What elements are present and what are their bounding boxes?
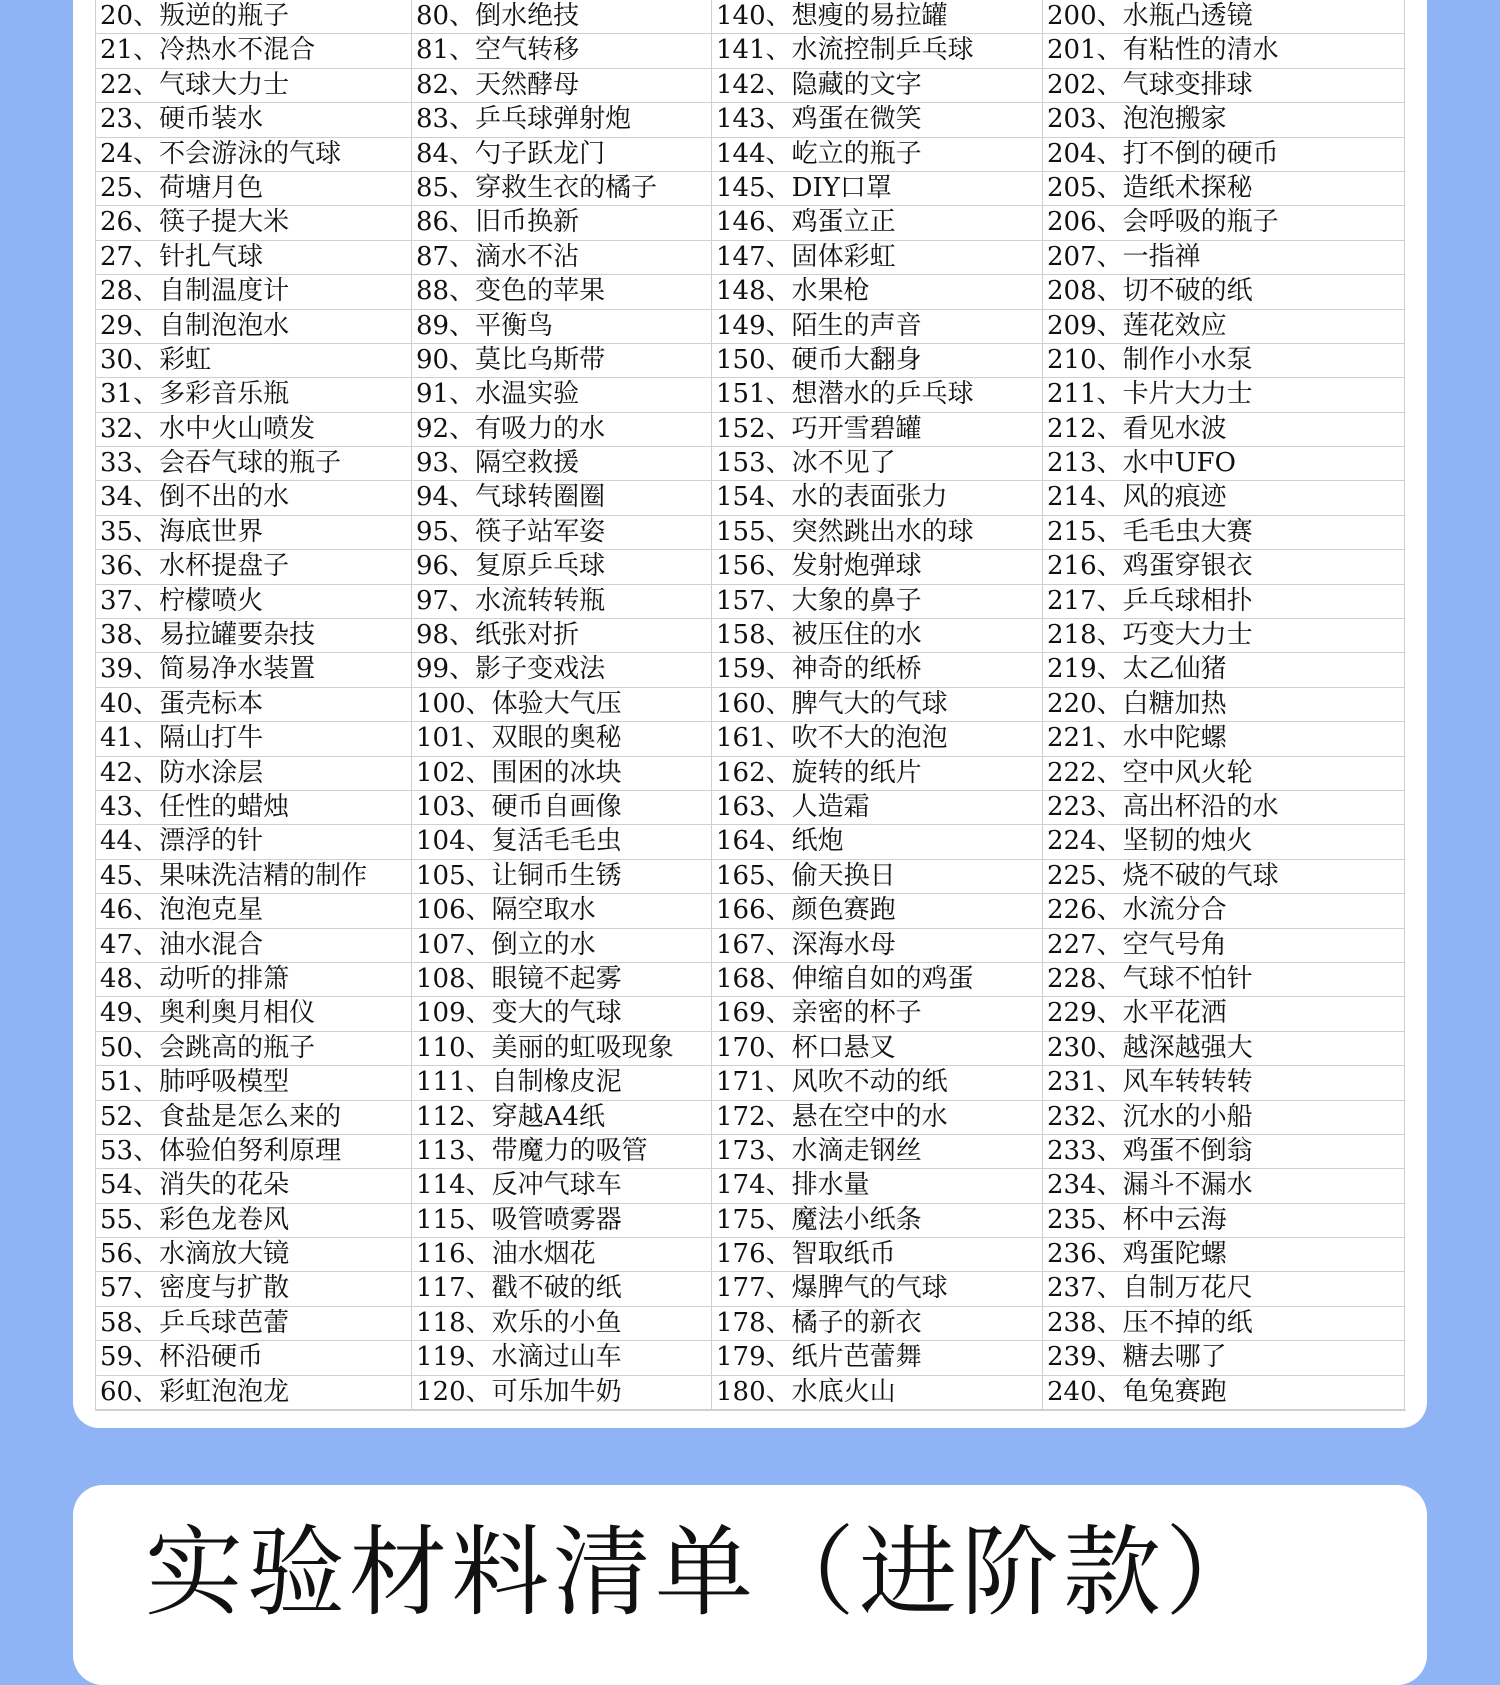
table-cell: 227、空气号角	[1043, 929, 1405, 963]
materials-title: 实验材料清单（进阶款）	[145, 1516, 1268, 1630]
table-cell: 225、烧不破的气球	[1043, 860, 1405, 894]
table-cell: 208、切不破的纸	[1043, 275, 1405, 309]
table-cell: 229、水平花洒	[1043, 997, 1405, 1031]
table-cell: 167、深海水母	[712, 929, 1043, 963]
table-cell: 222、空中风火轮	[1043, 757, 1405, 791]
table-cell: 238、压不掉的纸	[1043, 1307, 1405, 1341]
table-cell: 228、气球不怕针	[1043, 963, 1405, 997]
table-cell: 43、任性的蜡烛	[96, 791, 412, 825]
table-cell: 53、体验伯努利原理	[96, 1135, 412, 1169]
table-cell: 172、悬在空中的水	[712, 1101, 1043, 1135]
table-cell: 144、屹立的瓶子	[712, 138, 1043, 172]
table-cell: 33、会吞气球的瓶子	[96, 447, 412, 481]
table-cell: 87、滴水不沾	[412, 241, 712, 275]
table-cell: 200、水瓶凸透镜	[1043, 0, 1405, 34]
table-cell: 40、蛋壳标本	[96, 688, 412, 722]
table-cell: 104、复活毛毛虫	[412, 825, 712, 859]
table-cell: 35、海底世界	[96, 516, 412, 550]
table-cell: 98、纸张对折	[412, 619, 712, 653]
table-cell: 213、水中UFO	[1043, 447, 1405, 481]
table-cell: 82、天然酵母	[412, 69, 712, 103]
table-cell: 47、油水混合	[96, 929, 412, 963]
table-cell: 221、水中陀螺	[1043, 722, 1405, 756]
table-cell: 99、影子变戏法	[412, 653, 712, 687]
table-cell: 215、毛毛虫大赛	[1043, 516, 1405, 550]
table-cell: 171、风吹不动的纸	[712, 1066, 1043, 1100]
table-cell: 106、隔空取水	[412, 894, 712, 928]
table-cell: 36、水杯提盘子	[96, 550, 412, 584]
table-cell: 170、杯口悬叉	[712, 1032, 1043, 1066]
table-cell: 155、突然跳出水的球	[712, 516, 1043, 550]
table-cell: 85、穿救生衣的橘子	[412, 172, 712, 206]
table-cell: 165、偷天换日	[712, 860, 1043, 894]
table-cell: 235、杯中云海	[1043, 1204, 1405, 1238]
table-cell: 29、自制泡泡水	[96, 310, 412, 344]
table-cell: 158、被压住的水	[712, 619, 1043, 653]
table-cell: 86、旧币换新	[412, 206, 712, 240]
table-cell: 103、硬币自画像	[412, 791, 712, 825]
table-cell: 233、鸡蛋不倒翁	[1043, 1135, 1405, 1169]
table-cell: 83、乒乓球弹射炮	[412, 103, 712, 137]
table-cell: 146、鸡蛋立正	[712, 206, 1043, 240]
table-cell: 116、油水烟花	[412, 1238, 712, 1272]
table-cell: 202、气球变排球	[1043, 69, 1405, 103]
table-cell: 38、易拉罐要杂技	[96, 619, 412, 653]
table-cell: 230、越深越强大	[1043, 1032, 1405, 1066]
table-cell: 173、水滴走钢丝	[712, 1135, 1043, 1169]
table-cell: 46、泡泡克星	[96, 894, 412, 928]
table-cell: 54、消失的花朵	[96, 1169, 412, 1203]
table-cell: 108、眼镜不起雾	[412, 963, 712, 997]
table-cell: 236、鸡蛋陀螺	[1043, 1238, 1405, 1272]
table-cell: 58、乒乓球芭蕾	[96, 1307, 412, 1341]
table-cell: 92、有吸力的水	[412, 413, 712, 447]
table-cell: 163、人造霜	[712, 791, 1043, 825]
table-cell: 111、自制橡皮泥	[412, 1066, 712, 1100]
table-cell: 60、彩虹泡泡龙	[96, 1376, 412, 1410]
table-cell: 30、彩虹	[96, 344, 412, 378]
table-cell: 37、柠檬喷火	[96, 585, 412, 619]
table-cell: 157、大象的鼻子	[712, 585, 1043, 619]
table-cell: 22、气球大力士	[96, 69, 412, 103]
table-cell: 209、莲花效应	[1043, 310, 1405, 344]
table-cell: 214、风的痕迹	[1043, 481, 1405, 515]
table-cell: 56、水滴放大镜	[96, 1238, 412, 1272]
table-cell: 207、一指禅	[1043, 241, 1405, 275]
table-cell: 96、复原乒乓球	[412, 550, 712, 584]
table-cell: 232、沉水的小船	[1043, 1101, 1405, 1135]
table-cell: 149、陌生的声音	[712, 310, 1043, 344]
table-cell: 176、智取纸币	[712, 1238, 1043, 1272]
table-cell: 49、奥利奥月相仪	[96, 997, 412, 1031]
table-cell: 145、DIY口罩	[712, 172, 1043, 206]
table-cell: 102、围困的冰块	[412, 757, 712, 791]
table-cell: 205、造纸术探秘	[1043, 172, 1405, 206]
table-cell: 31、多彩音乐瓶	[96, 378, 412, 412]
table-cell: 148、水果枪	[712, 275, 1043, 309]
table-cell: 231、风车转转转	[1043, 1066, 1405, 1100]
table-cell: 142、隐藏的文字	[712, 69, 1043, 103]
table-cell: 224、坚韧的烛火	[1043, 825, 1405, 859]
table-cell: 41、隔山打牛	[96, 722, 412, 756]
table-cell: 88、变色的苹果	[412, 275, 712, 309]
table-cell: 51、肺呼吸模型	[96, 1066, 412, 1100]
table-cell: 206、会呼吸的瓶子	[1043, 206, 1405, 240]
table-cell: 175、魔法小纸条	[712, 1204, 1043, 1238]
table-cell: 210、制作小水泵	[1043, 344, 1405, 378]
table-cell: 113、带魔力的吸管	[412, 1135, 712, 1169]
table-cell: 105、让铜币生锈	[412, 860, 712, 894]
table-cell: 211、卡片大力士	[1043, 378, 1405, 412]
table-cell: 154、水的表面张力	[712, 481, 1043, 515]
experiment-table	[95, 0, 1406, 1411]
table-cell: 179、纸片芭蕾舞	[712, 1341, 1043, 1375]
table-cell: 216、鸡蛋穿银衣	[1043, 550, 1405, 584]
table-cell: 42、防水涂层	[96, 757, 412, 791]
table-cell: 95、筷子站军姿	[412, 516, 712, 550]
table-cell: 143、鸡蛋在微笑	[712, 103, 1043, 137]
table-cell: 45、果味洗洁精的制作	[96, 860, 412, 894]
table-cell: 109、变大的气球	[412, 997, 712, 1031]
table-cell: 218、巧变大力士	[1043, 619, 1405, 653]
table-cell: 239、糖去哪了	[1043, 1341, 1405, 1375]
table-cell: 226、水流分合	[1043, 894, 1405, 928]
table-cell: 23、硬币装水	[96, 103, 412, 137]
table-cell: 90、莫比乌斯带	[412, 344, 712, 378]
table-cell: 204、打不倒的硬币	[1043, 138, 1405, 172]
table-cell: 169、亲密的杯子	[712, 997, 1043, 1031]
table-cell: 26、筷子提大米	[96, 206, 412, 240]
table-cell: 240、龟兔赛跑	[1043, 1376, 1405, 1410]
table-cell: 55、彩色龙卷风	[96, 1204, 412, 1238]
table-cell: 93、隔空救援	[412, 447, 712, 481]
table-cell: 141、水流控制乒乓球	[712, 34, 1043, 68]
table-cell: 27、针扎气球	[96, 241, 412, 275]
table-cell: 80、倒水绝技	[412, 0, 712, 34]
table-cell: 44、漂浮的针	[96, 825, 412, 859]
table-cell: 120、可乐加牛奶	[412, 1376, 712, 1410]
table-cell: 152、巧开雪碧罐	[712, 413, 1043, 447]
table-cell: 237、自制万花尺	[1043, 1272, 1405, 1306]
table-cell: 24、不会游泳的气球	[96, 138, 412, 172]
table-cell: 101、双眼的奥秘	[412, 722, 712, 756]
table-cell: 174、排水量	[712, 1169, 1043, 1203]
table-cell: 150、硬币大翻身	[712, 344, 1043, 378]
table-cell: 177、爆脾气的气球	[712, 1272, 1043, 1306]
table-cell: 84、勺子跃龙门	[412, 138, 712, 172]
table-cell: 115、吸管喷雾器	[412, 1204, 712, 1238]
table-cell: 52、食盐是怎么来的	[96, 1101, 412, 1135]
table-cell: 151、想潜水的乒乓球	[712, 378, 1043, 412]
table-cell: 219、太乙仙猪	[1043, 653, 1405, 687]
table-cell: 39、简易净水装置	[96, 653, 412, 687]
table-cell: 159、神奇的纸桥	[712, 653, 1043, 687]
table-cell: 21、冷热水不混合	[96, 34, 412, 68]
table-cell: 50、会跳高的瓶子	[96, 1032, 412, 1066]
table-cell: 160、脾气大的气球	[712, 688, 1043, 722]
table-cell: 57、密度与扩散	[96, 1272, 412, 1306]
table-cell: 178、橘子的新衣	[712, 1307, 1043, 1341]
table-cell: 94、气球转圈圈	[412, 481, 712, 515]
table-cell: 119、水滴过山车	[412, 1341, 712, 1375]
table-cell: 180、水底火山	[712, 1376, 1043, 1410]
table-cell: 212、看见水波	[1043, 413, 1405, 447]
table-cell: 161、吹不大的泡泡	[712, 722, 1043, 756]
table-cell: 117、戳不破的纸	[412, 1272, 712, 1306]
table-cell: 34、倒不出的水	[96, 481, 412, 515]
table-cell: 110、美丽的虹吸现象	[412, 1032, 712, 1066]
table-cell: 28、自制温度计	[96, 275, 412, 309]
table-cell: 217、乒乓球相扑	[1043, 585, 1405, 619]
table-cell: 59、杯沿硬币	[96, 1341, 412, 1375]
table-cell: 20、叛逆的瓶子	[96, 0, 412, 34]
table-cell: 166、颜色赛跑	[712, 894, 1043, 928]
table-cell: 164、纸炮	[712, 825, 1043, 859]
table-cell: 107、倒立的水	[412, 929, 712, 963]
table-cell: 168、伸缩自如的鸡蛋	[712, 963, 1043, 997]
table-cell: 81、空气转移	[412, 34, 712, 68]
table-cell: 32、水中火山喷发	[96, 413, 412, 447]
table-cell: 156、发射炮弹球	[712, 550, 1043, 584]
table-cell: 234、漏斗不漏水	[1043, 1169, 1405, 1203]
table-cell: 220、白糖加热	[1043, 688, 1405, 722]
table-cell: 48、动听的排箫	[96, 963, 412, 997]
table-cell: 25、荷塘月色	[96, 172, 412, 206]
table-cell: 97、水流转转瓶	[412, 585, 712, 619]
table-cell: 203、泡泡搬家	[1043, 103, 1405, 137]
table-cell: 140、想瘦的易拉罐	[712, 0, 1043, 34]
table-cell: 91、水温实验	[412, 378, 712, 412]
table-cell: 118、欢乐的小鱼	[412, 1307, 712, 1341]
table-cell: 223、高出杯沿的水	[1043, 791, 1405, 825]
table-cell: 112、穿越A4纸	[412, 1101, 712, 1135]
table-cell: 201、有粘性的清水	[1043, 34, 1405, 68]
table-cell: 147、固体彩虹	[712, 241, 1043, 275]
table-cell: 89、平衡鸟	[412, 310, 712, 344]
table-cell: 114、反冲气球车	[412, 1169, 712, 1203]
table-cell: 153、冰不见了	[712, 447, 1043, 481]
table-cell: 162、旋转的纸片	[712, 757, 1043, 791]
table-cell: 100、体验大气压	[412, 688, 712, 722]
